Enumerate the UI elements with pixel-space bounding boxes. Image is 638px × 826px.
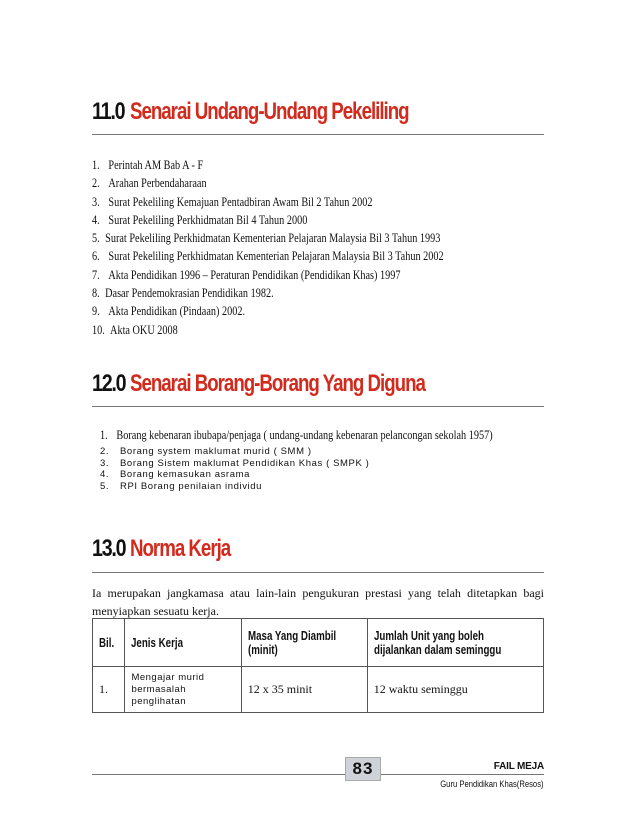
list-item: 1. Perintah AM Bab A - F bbox=[92, 158, 204, 172]
section-12-heading bbox=[92, 370, 508, 398]
header-jenis-kerja: Jenis Kerja bbox=[125, 619, 241, 667]
cell-jumlah: 12 waktu seminggu bbox=[367, 667, 543, 713]
cell-masa: 12 x 35 minit bbox=[241, 667, 367, 713]
section-13-number: 13.0 bbox=[92, 535, 126, 562]
header-masa: Masa Yang Diambil (minit) bbox=[241, 619, 367, 667]
section-11-title: Senarai Undang-Undang Pekeliling bbox=[130, 98, 409, 125]
section-12-list bbox=[100, 424, 579, 492]
header-bil: Bil. bbox=[93, 619, 125, 667]
section-11-list bbox=[92, 156, 521, 339]
list-item: 5. RPI Borang penilaian individu bbox=[100, 480, 263, 492]
list-item: 3. Borang Sistem maklumat Pendidikan Khas ( SMPK ) bbox=[100, 457, 370, 469]
list-item: 1. Borang kebenaran ibubapa/penjaga ( undang-undang kebenaran pelancongan sekolah 1957) bbox=[100, 428, 493, 442]
section-13-paragraph: Ia merupakan jangkamasa atau lain-lain pengukuran prestasi yang telah ditetapkan bagi menyiapkan sesuatu kerja. bbox=[92, 586, 544, 618]
footer-subtitle: Guru Pendidikan Khas(Resos) bbox=[440, 779, 544, 789]
header-jumlah: Jumlah Unit yang boleh dijalankan dalam seminggu bbox=[367, 619, 543, 667]
section-13-title: Norma Kerja bbox=[130, 535, 231, 562]
footer-divider-right bbox=[381, 774, 544, 775]
section-11-divider bbox=[92, 134, 544, 135]
section-12-number: 12.0 bbox=[92, 370, 126, 397]
list-item: 4. Surat Pekeliling Perkhidmatan Bil 4 Tahun 2000 bbox=[92, 212, 308, 227]
list-item: 7. Akta Pendidikan 1996 – Peraturan Pendidikan (Pendidikan Khas) 1997 bbox=[92, 267, 401, 282]
section-13-divider bbox=[92, 572, 544, 573]
list-item: 10. Akta OKU 2008 bbox=[92, 322, 178, 337]
section-13-heading bbox=[92, 535, 258, 563]
table-header-row bbox=[93, 619, 544, 667]
footer-label: FAIL MEJA bbox=[493, 761, 544, 772]
norma-kerja-table bbox=[92, 618, 544, 713]
list-item: 4. Borang kemasukan asrama bbox=[100, 469, 250, 480]
section-11-heading bbox=[92, 98, 487, 126]
list-item: 5. Surat Pekeliling Perkhidmatan Kementerian Pelajaran Malaysia Bil 3 Tahun 1993 bbox=[92, 231, 441, 246]
list-item: 3. Surat Pekeliling Kemajuan Pentadbiran Awam Bil 2 Tahun 2002 bbox=[92, 194, 373, 209]
section-11-number: 11.0 bbox=[92, 98, 125, 125]
cell-jenis: Mengajar murid bermasalah penglihatan bbox=[125, 667, 241, 713]
list-item: 8. Dasar Pendemokrasian Pendidikan 1982. bbox=[92, 286, 274, 301]
section-12-title: Senarai Borang-Borang Yang Diguna bbox=[130, 370, 425, 397]
page-number: 83 bbox=[345, 757, 381, 781]
footer-divider bbox=[92, 774, 346, 775]
list-item: 2. Borang system maklumat murid ( SMM ) bbox=[100, 446, 312, 457]
section-12-divider bbox=[92, 406, 544, 407]
cell-bil: 1. bbox=[93, 667, 125, 713]
list-item: 6. Surat Pekeliling Perkhidmatan Kementerian Pelajaran Malaysia Bil 3 Tahun 2002 bbox=[92, 249, 444, 264]
table-row bbox=[93, 667, 544, 713]
list-item: 2. Arahan Perbendaharaan bbox=[92, 176, 207, 191]
list-item: 9. Akta Pendidikan (Pindaan) 2002. bbox=[92, 304, 246, 319]
